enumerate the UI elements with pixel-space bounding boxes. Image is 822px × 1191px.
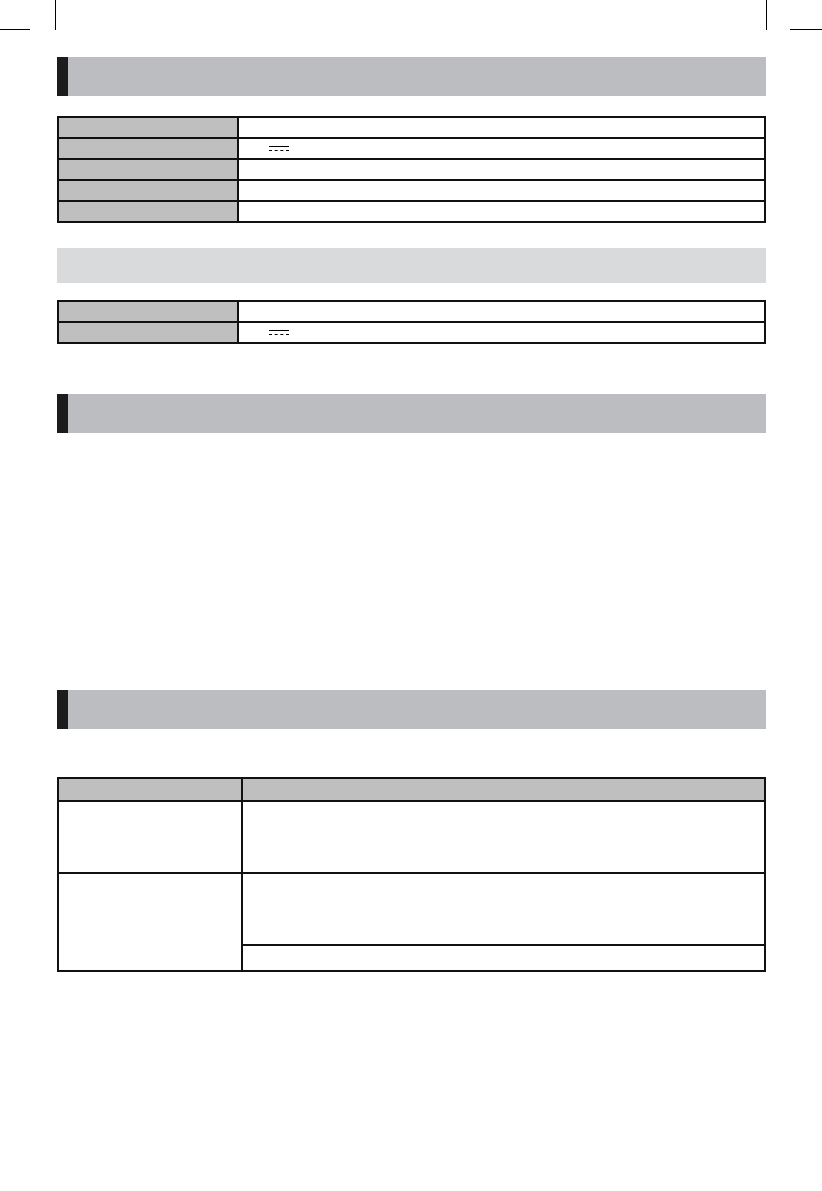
section-header-notes (57, 394, 766, 433)
spec-row (58, 322, 765, 343)
crop-mark-vertical-right (766, 0, 767, 30)
subsection-header (57, 248, 766, 283)
solution-cell (242, 945, 765, 971)
section-accent (57, 690, 68, 729)
spec-row (58, 301, 765, 322)
troubleshooting-table (57, 777, 766, 972)
spec-value (238, 201, 765, 222)
spec-label (58, 201, 238, 222)
sub-spec-table (57, 300, 766, 344)
spec-row (58, 138, 765, 159)
spec-value (238, 301, 765, 322)
spec-label (58, 138, 238, 159)
problem-cell (58, 801, 242, 873)
spec-value (238, 117, 765, 138)
spec-label (58, 117, 238, 138)
spec-label (58, 159, 238, 180)
crop-mark-horizontal-right (790, 29, 822, 30)
section-accent (57, 394, 68, 433)
spec-value-dc (238, 138, 765, 159)
section-header-specifications (57, 57, 766, 96)
spec-row (58, 117, 765, 138)
solution-cell (242, 873, 765, 945)
solution-cell (242, 801, 765, 873)
problem-cell (58, 873, 242, 971)
crop-mark-horizontal (0, 29, 30, 30)
spec-row (58, 180, 765, 201)
table-header-row (58, 778, 765, 801)
spec-row (58, 159, 765, 180)
spec-row (58, 201, 765, 222)
spec-value-dc (238, 322, 765, 343)
table-row (58, 801, 765, 873)
section-body (57, 450, 766, 670)
spec-table (57, 116, 766, 223)
spec-label (58, 301, 238, 322)
dc-symbol-icon (269, 329, 289, 337)
dc-symbol-icon (269, 145, 289, 153)
spec-value (238, 180, 765, 201)
section-header-troubleshooting (57, 690, 766, 729)
spec-value (238, 159, 765, 180)
table-row (58, 873, 765, 945)
section-accent (57, 57, 68, 96)
spec-label (58, 180, 238, 201)
column-header-problem (58, 778, 242, 801)
column-header-solution (242, 778, 765, 801)
spec-label (58, 322, 238, 343)
crop-mark-vertical (55, 0, 56, 30)
